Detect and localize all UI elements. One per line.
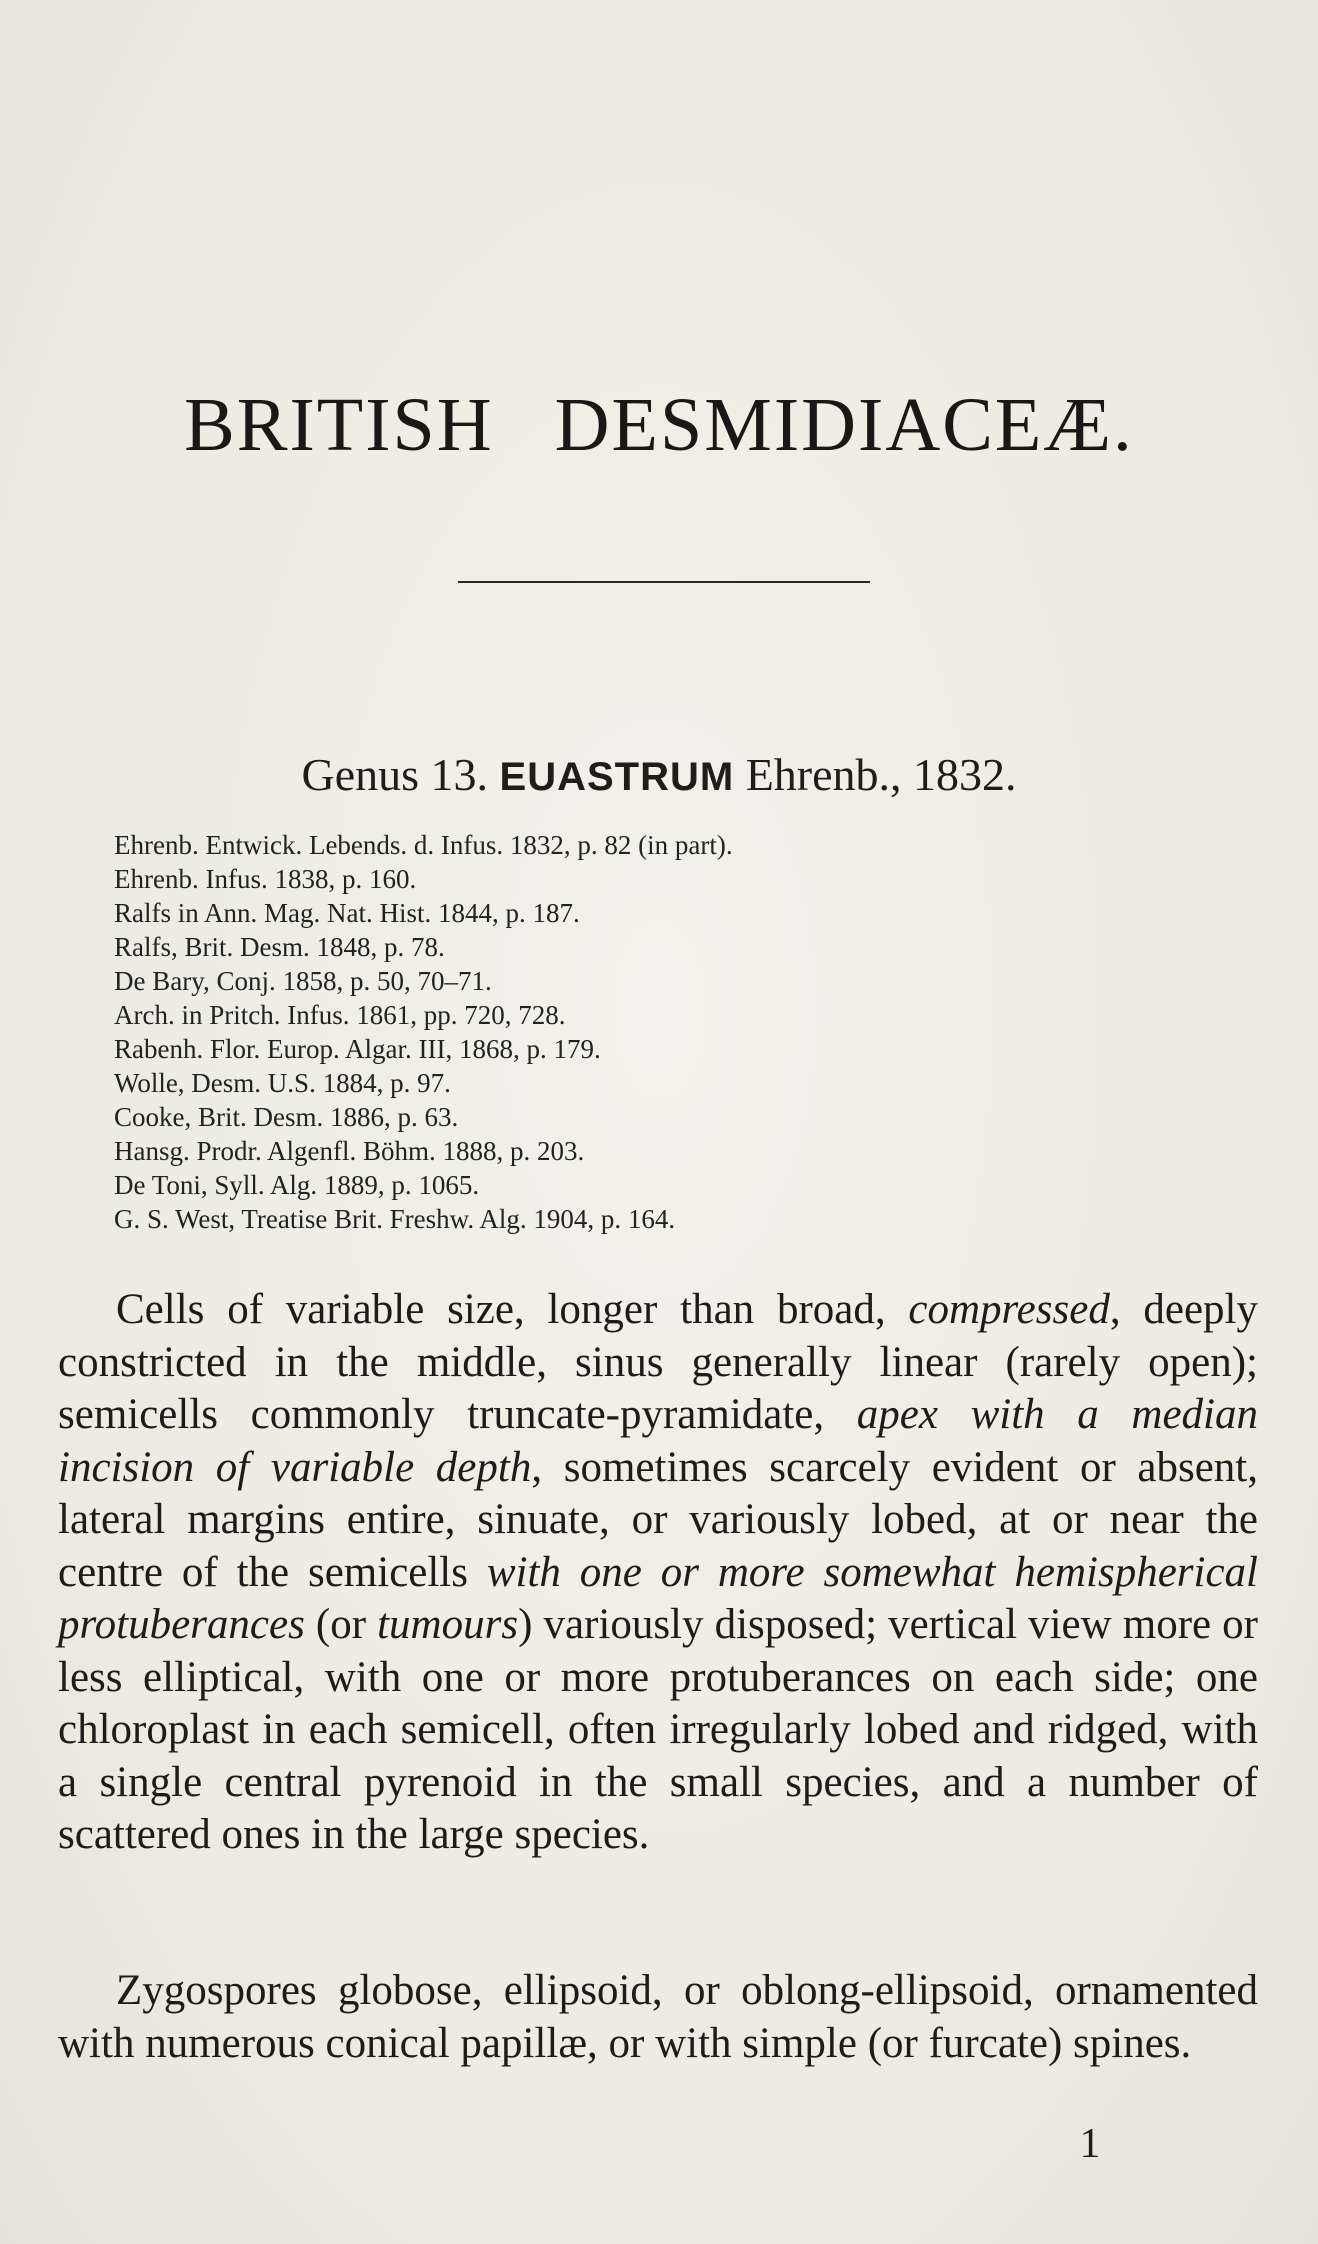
reference-item: Ehrenb. Infus. 1838, p. 160. [114,864,417,894]
genus-heading [0,745,1318,807]
reference-item: G. S. West, Treatise Brit. Freshw. Alg. 1904, p. 164. [114,1204,676,1234]
title-divider [458,581,870,583]
reference-item: Rabenh. Flor. Europ. Algar. III, 1868, p. 179. [114,1034,601,1064]
italic-run: tumours [377,1601,519,1648]
reference-item: Wolle, Desm. U.S. 1884, p. 97. [114,1068,451,1098]
description-paragraph [58,1284,1258,1862]
italic-run: with one or more somewhat hemispherical protuberances [58,1548,1258,1648]
text-run: , deeply constricted in the middle, sinus generally linear (rarely open); semicells commonly truncate-pyramidate, [58,1286,1258,1438]
text-run: ) variously disposed; vertical view more or less elliptical, with one or more protuberances on each side; one chloroplast in each semicell, often irregularly lobed and ridged, with a single central pyrenoid in the small species, and a number of scattered ones in the large species. [58,1601,1258,1858]
page-title: BRITISH DESMIDIACEÆ. [184,383,1134,467]
text-run: Cells of variable size, longer than broad, [116,1286,909,1333]
genus-authority: Ehrenb., 1832. [745,749,1017,800]
reference-list [114,828,1214,1236]
genus-number: Genus 13. [301,749,489,800]
reference-item: Ralfs in Ann. Mag. Nat. Hist. 1844, p. 187. [114,898,580,928]
genus-name: EUASTRUM [499,755,735,799]
reference-item: De Bary, Conj. 1858, p. 50, 70–71. [114,966,492,996]
reference-item: Hansg. Prodr. Algenfl. Böhm. 1888, p. 203. [114,1136,585,1166]
italic-run: apex with a median incision of variable depth [58,1391,1258,1491]
reference-item: Ehrenb. Entwick. Lebends. d. Infus. 1832, p. 82 (in part). [114,830,733,860]
reference-item: Arch. in Pritch. Infus. 1861, pp. 720, 728. [114,1000,566,1030]
text-run: Zygospores globose, ellipsoid, or oblong-ellipsoid, ornamented with numerous conical papillæ, or with simple (or furcate) spines. [58,1967,1258,2067]
zygospore-paragraph [58,1965,1258,2070]
reference-item: Ralfs, Brit. Desm. 1848, p. 78. [114,932,445,962]
reference-item: De Toni, Syll. Alg. 1889, p. 1065. [114,1170,480,1200]
page-number: 1 [1079,2121,1101,2167]
text-run: , sometimes scarcely evident or absent, lateral margins entire, sinuate, or variously lobed, at or near the centre of the semicells [58,1443,1259,1596]
text-run: (or [304,1601,378,1648]
italic-run: compressed [908,1286,1110,1333]
reference-item: Cooke, Brit. Desm. 1886, p. 63. [114,1102,459,1132]
